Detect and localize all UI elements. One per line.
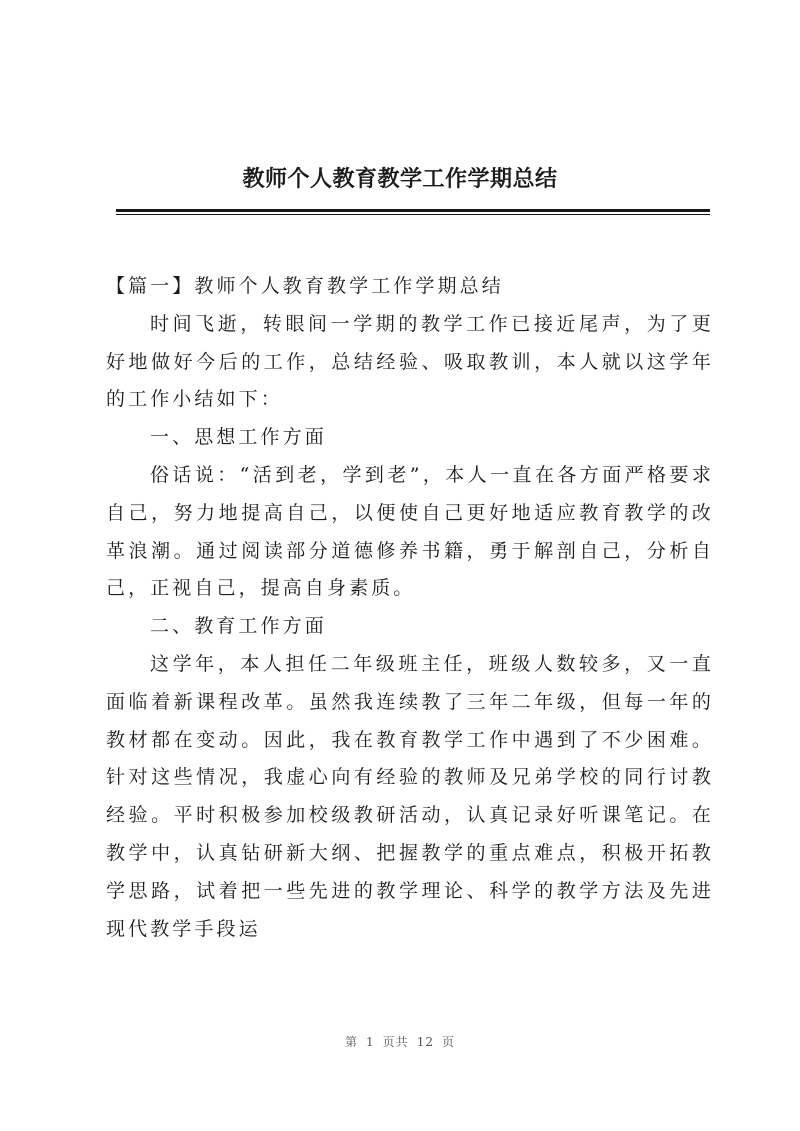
- paragraph: 俗话说：“活到老，学到老”，本人一直在各方面严格要求自己，努力地提高自己，以便使自己更好地适应教育教学的改革浪潮。通过阅读部分道德修养书籍，勇于解剖自己，分析自己，正视自己，提高自身素质。: [106, 463, 714, 600]
- section-heading: 【篇一】教师个人教育教学工作学期总结: [106, 275, 504, 297]
- page-total: 12: [416, 1035, 434, 1049]
- page-suffix: 页: [441, 1035, 455, 1049]
- paragraph: 时间飞逝，转眼间一学期的教学工作已接近尾声，为了更好地做好今后的工作，总结经验、吸取教训，本人就以这学年的工作小结如下：: [106, 312, 714, 411]
- subsection-heading: 一、思想工作方面: [150, 426, 327, 449]
- page-footer: [0, 1033, 800, 1050]
- title-rule-thick: [116, 209, 710, 212]
- document-title: 教师个人教育教学工作学期总结: [242, 166, 558, 192]
- subsection-heading: 二、教育工作方面: [150, 615, 327, 638]
- title-rule-thin: [116, 214, 710, 215]
- page-current: 1: [366, 1035, 375, 1049]
- paragraph: 这学年，本人担任二年级班主任，班级人数较多，又一直面临着新课程改革。虽然我连续教了三年二年级，但每一年的教材都在变动。因此，我在教育教学工作中遇到了不少困难。针对这些情况，我虚心向有经验的教师及兄弟学校的同行讨教经验。平时积极参加校级教研活动，认真记录好听课笔记。在教学中，认真钻研新大纲、把握教学的重点难点，积极开拓教学思路，试着把一些先进的教学理论、科学的教学方法及先进现代教学手段运: [106, 652, 714, 940]
- page-prefix: 第: [345, 1035, 359, 1049]
- document-body: [106, 268, 714, 948]
- page-mid: 页共: [382, 1035, 409, 1049]
